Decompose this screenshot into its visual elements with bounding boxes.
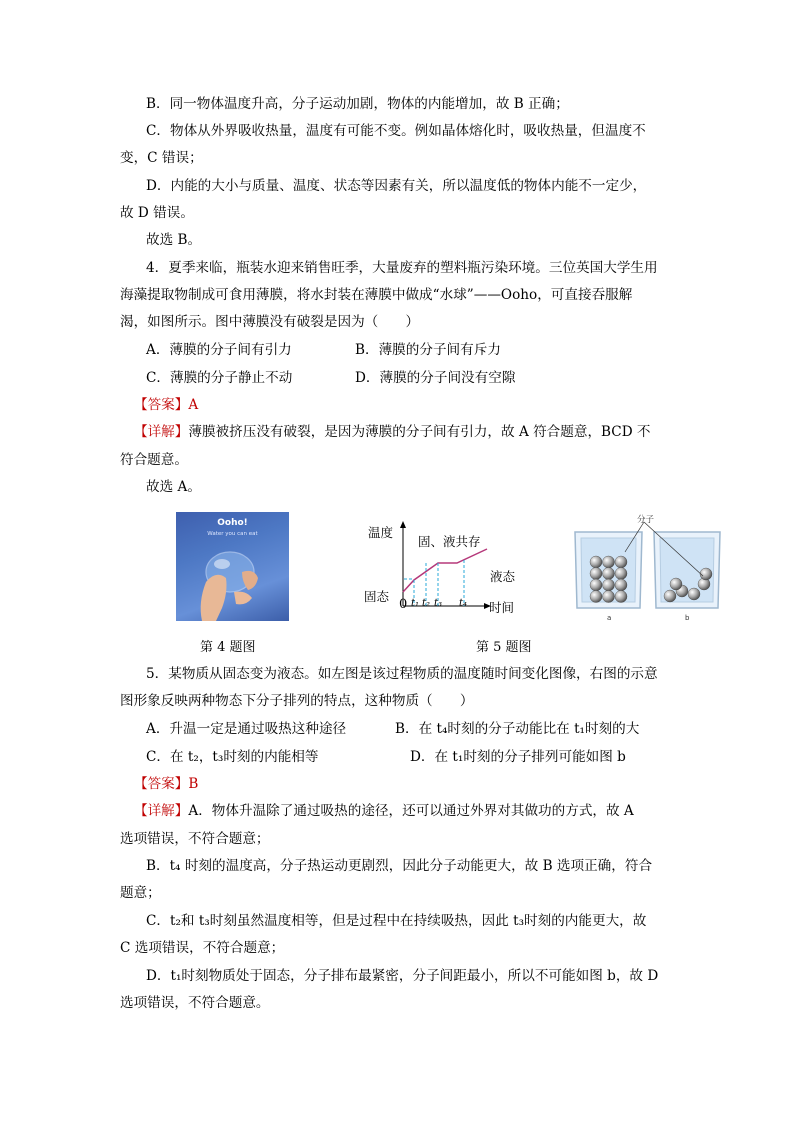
text-line: D．内能的大小与质量、温度、状态等因素有关，所以温度低的物体内能不一定少， bbox=[146, 178, 647, 194]
text-line: C．物体从外界吸收热量，温度有可能不变。例如晶体熔化时，吸收热量，但温度不 bbox=[146, 123, 646, 139]
explanation-text: C 选项错误，不符合题意； bbox=[120, 940, 285, 956]
explanation-text: 薄膜被挤压没有破裂，是因为薄膜的分子间有引力，故 A 符合题意，BCD 不 bbox=[188, 424, 651, 440]
tick-t4: t₄ bbox=[459, 598, 468, 609]
molecule bbox=[700, 568, 712, 580]
molecule bbox=[688, 588, 700, 600]
liquid-label: 液态 bbox=[490, 569, 516, 584]
option-c: C．在 t₂，t₃时刻的内能相等 bbox=[146, 749, 319, 765]
molecule bbox=[603, 591, 615, 603]
molecule bbox=[615, 568, 627, 580]
text-line: 变，C 错误； bbox=[120, 150, 203, 166]
molecule bbox=[603, 568, 615, 580]
molecule-beakers-figure bbox=[570, 512, 726, 614]
option-c: C．薄膜的分子静止不动 bbox=[146, 370, 293, 386]
beaker-a-label: a bbox=[607, 614, 612, 622]
molecule-label: 分子 bbox=[637, 515, 655, 525]
answer-label: 【答案】A bbox=[134, 397, 199, 413]
molecule bbox=[603, 556, 615, 568]
photo-subtitle: Water you can eat bbox=[207, 531, 258, 537]
ooho-photo bbox=[176, 512, 289, 621]
option-d: D．在 t₁时刻的分子排列可能如图 b bbox=[410, 749, 626, 765]
molecule bbox=[615, 579, 627, 591]
answer-label: 【答案】B bbox=[134, 776, 199, 792]
text-line: 故选 A。 bbox=[146, 479, 201, 495]
molecule bbox=[615, 556, 627, 568]
explanation-text: 选项错误，不符合题意。 bbox=[120, 995, 270, 1011]
x-axis-label: 时间 bbox=[489, 600, 515, 615]
molecule bbox=[603, 579, 615, 591]
explanation-text: 符合题意。 bbox=[120, 452, 188, 468]
text-line: B．同一物体温度升高，分子运动加剧，物体的内能增加，故 B 正确； bbox=[146, 96, 569, 112]
option-a: A．升温一定是通过吸热这种途径 bbox=[146, 721, 347, 737]
molecule bbox=[590, 556, 602, 568]
y-axis-label: 温度 bbox=[368, 525, 394, 540]
molecule bbox=[590, 579, 602, 591]
tick-t2: t₂ bbox=[422, 598, 431, 609]
question-4-text: 海藻提取物制成可食用薄膜，将水封装在薄膜中做成“水球”——Ooho，可直接吞服解 bbox=[120, 287, 633, 303]
explanation-text: B．t₄ 时刻的温度高，分子热运动更剧烈，因此分子动能更大，故 B 选项正确，符合 bbox=[146, 858, 653, 874]
explanation-text: 选项错误，不符合题意； bbox=[120, 831, 270, 847]
molecule bbox=[664, 590, 676, 602]
molecule bbox=[590, 591, 602, 603]
figure-4-caption: 第 4 题图 bbox=[200, 640, 256, 655]
question-4-text: 4．夏季来临，瓶装水迎来销售旺季，大量废弃的塑料瓶污染环境。三位英国大学生用 bbox=[146, 260, 658, 276]
solid-label: 固态 bbox=[364, 589, 390, 604]
explanation-label: 【详解】 bbox=[134, 424, 189, 440]
option-a: A．薄膜的分子间有引力 bbox=[146, 342, 292, 358]
beaker-b-label: b bbox=[685, 614, 690, 622]
explanation-text: C．t₂和 t₃时刻虽然温度相等，但是过程中在持续吸热，因此 t₃时刻的内能更大，故 bbox=[146, 913, 647, 929]
mix-label: 固、液共存 bbox=[418, 534, 481, 549]
explanation-text: D．t₁时刻物质处于固态，分子排布最紧密，分子间距最小，所以不可能如图 b，故 D bbox=[146, 968, 659, 984]
tick-t1: t₁ bbox=[411, 598, 420, 609]
water-ball-illustration bbox=[176, 512, 289, 621]
tick-t3: t₃ bbox=[434, 598, 443, 609]
question-4-text: 渴，如图所示。图中薄膜没有破裂是因为（ ） bbox=[120, 314, 420, 330]
option-b: B．薄膜的分子间有斥力 bbox=[355, 342, 501, 358]
molecule bbox=[590, 568, 602, 580]
option-b: B．在 t₄时刻的分子动能比在 t₁时刻的大 bbox=[395, 721, 640, 737]
molecule bbox=[670, 578, 682, 590]
figure-5-caption: 第 5 题图 bbox=[476, 640, 532, 655]
explanation-line bbox=[134, 801, 634, 821]
question-5-text: 5．某物质从固态变为液态。如左图是该过程物质的温度随时间变化图像，右图的示意 bbox=[146, 666, 658, 682]
explanation-text: A．物体升温除了通过吸热的途径，还可以通过外界对其做功的方式，故 A bbox=[188, 803, 634, 819]
molecules-a bbox=[590, 556, 627, 603]
option-d: D．薄膜的分子间没有空隙 bbox=[355, 370, 516, 386]
origin-label: 0 bbox=[399, 597, 408, 612]
question-5-text: 图形象反映两种物态下分子排列的特点，这种物质（ ） bbox=[120, 693, 474, 709]
photo-title: Ooho! bbox=[217, 518, 248, 528]
explanation-line bbox=[134, 422, 651, 442]
explanation-text: 题意； bbox=[120, 885, 161, 901]
text-line: 故 D 错误。 bbox=[120, 205, 194, 221]
text-line: 故选 B。 bbox=[146, 232, 202, 248]
molecule bbox=[615, 591, 627, 603]
explanation-label: 【详解】 bbox=[134, 803, 189, 819]
